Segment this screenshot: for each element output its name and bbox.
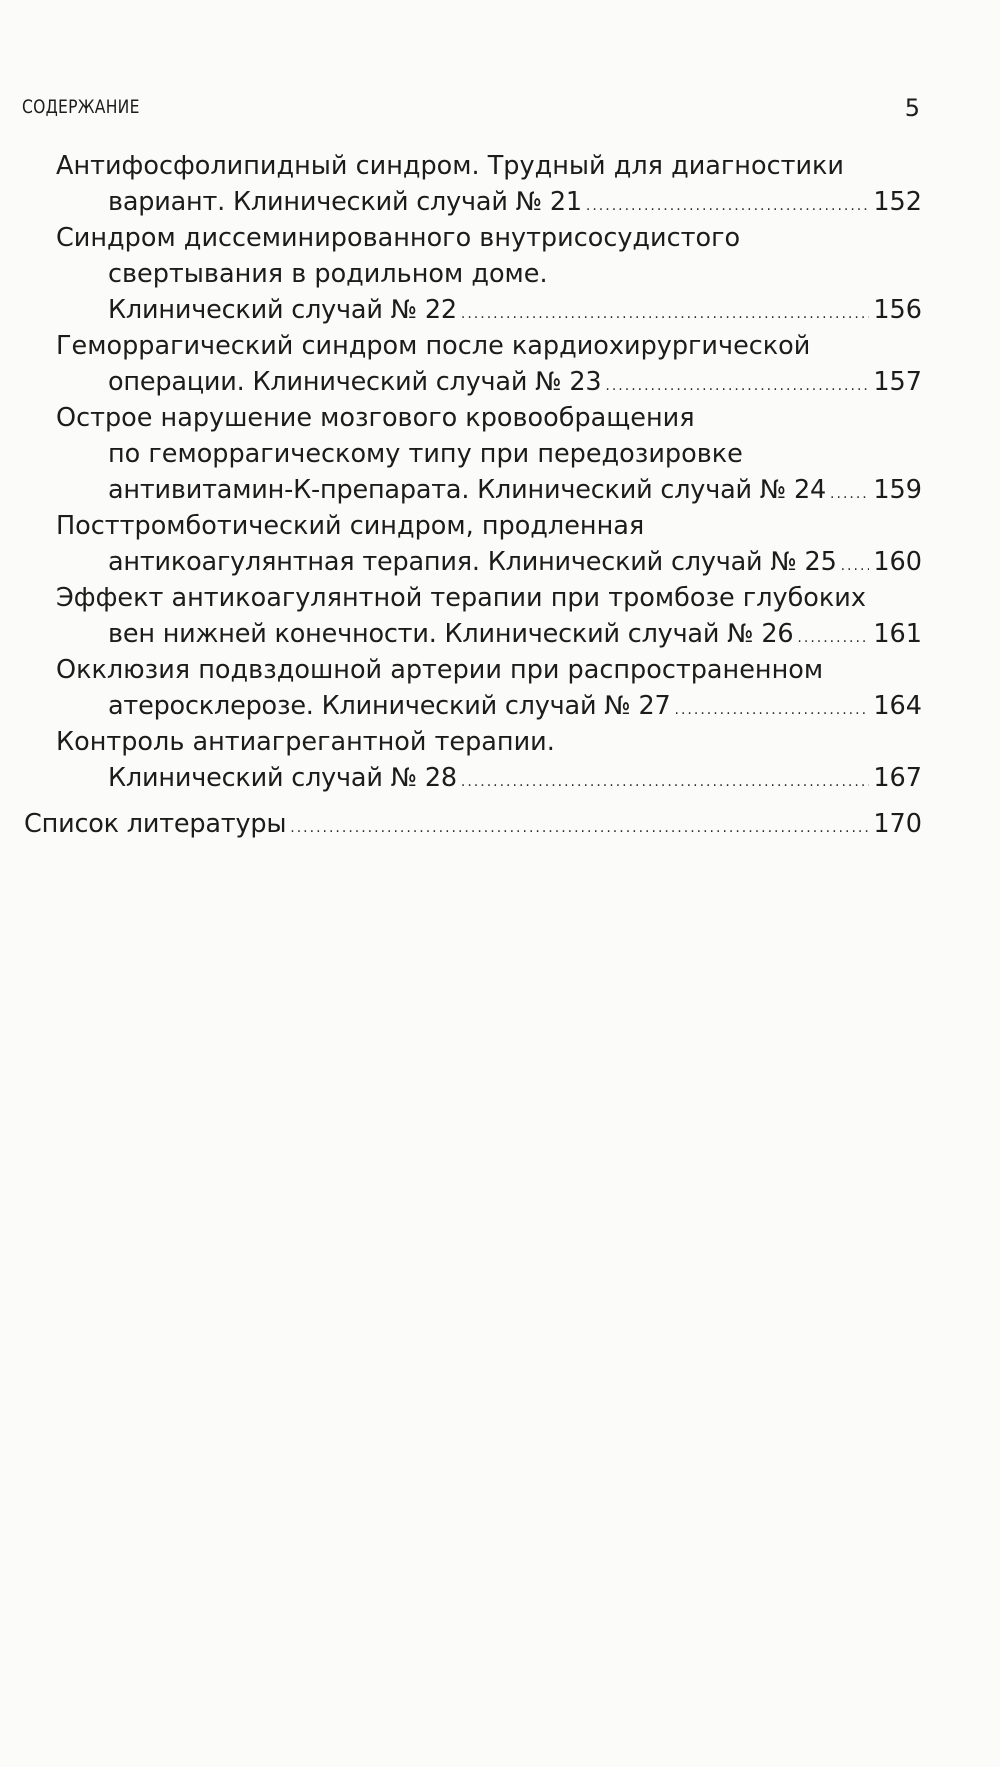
dot-leader [605, 368, 869, 404]
dot-leader [675, 692, 870, 728]
toc-entry-case-22 [0, 220, 1000, 328]
toc-entry-text: антикоагулянтная терапия. Клинический случай № 25 [108, 547, 837, 577]
page-number: 5 [904, 94, 920, 122]
toc-entry-text: Клинический случай № 28 [108, 763, 457, 793]
toc-entry-line: Окклюзия подвздошной артерии при распространенном [56, 655, 824, 685]
toc-entry-last-line [0, 806, 922, 842]
toc-entry-line: свертывания в родильном доме. [108, 259, 548, 289]
toc-entry-text: вен нижней конечности. Клинический случай № 26 [108, 619, 794, 649]
toc-entry-case-27 [0, 652, 1000, 724]
toc-page-number: 170 [873, 809, 922, 839]
toc-entry-case-28 [0, 724, 1000, 796]
toc-page-number: 167 [873, 763, 922, 793]
toc-entry-text: операции. Клинический случай № 23 [108, 367, 602, 397]
toc-page-number: 161 [873, 619, 922, 649]
toc-page-number: 152 [873, 187, 922, 217]
toc-page-number: 160 [873, 547, 922, 577]
toc-entry-last-line [0, 616, 922, 652]
toc-entry-case-23 [0, 328, 1000, 400]
toc-entry-text: атеросклерозе. Клинический случай № 27 [108, 691, 671, 721]
running-header [22, 94, 920, 124]
dot-leader [797, 620, 869, 656]
toc-entry-line: Геморрагический синдром после кардиохирургической [56, 331, 811, 361]
dot-leader [290, 810, 869, 846]
dot-leader [830, 476, 869, 512]
toc-entry-last-line [0, 292, 922, 328]
toc-page-number: 164 [873, 691, 922, 721]
toc-entry-case-26 [0, 580, 1000, 652]
toc-entry-line: Посттромботический синдром, продленная [56, 511, 645, 541]
toc-entry-case-25 [0, 508, 1000, 580]
toc-entry-last-line [0, 472, 922, 508]
toc-entry-text: Список литературы [24, 809, 287, 839]
toc-entry-last-line [0, 364, 922, 400]
dot-leader [461, 296, 869, 332]
toc-entry-text: антивитамин-К-препарата. Клинический случай № 24 [108, 475, 827, 505]
toc-entry-line: Острое нарушение мозгового кровообращения [56, 403, 695, 433]
toc-entry-last-line [0, 184, 922, 220]
toc-page-number: 159 [873, 475, 922, 505]
toc-entry-last-line [0, 760, 922, 796]
table-of-contents [0, 148, 1000, 842]
toc-entry-text: вариант. Клинический случай № 21 [108, 187, 582, 217]
toc-entry-line: Эффект антикоагулянтной терапии при тромбозе глубоких [56, 583, 866, 613]
toc-entry-last-line [0, 688, 922, 724]
toc-entry-last-line [0, 544, 922, 580]
toc-entry-line: Антифосфолипидный синдром. Трудный для диагностики [56, 151, 844, 181]
toc-entry-text: Клинический случай № 22 [108, 295, 457, 325]
dot-leader [461, 764, 869, 800]
running-title: СОДЕРЖАНИЕ [22, 96, 140, 118]
dot-leader [841, 548, 870, 584]
toc-entry-case-24 [0, 400, 1000, 508]
toc-entry-line: Контроль антиагрегантной терапии. [56, 727, 555, 757]
toc-entry-references [0, 806, 1000, 842]
toc-entry-line: Синдром диссеминированного внутрисосудистого [56, 223, 741, 253]
dot-leader [586, 188, 869, 224]
toc-entry-case-21 [0, 148, 1000, 220]
toc-entry-line: по геморрагическому типу при передозировке [108, 439, 743, 469]
toc-page-number: 157 [873, 367, 922, 397]
toc-page-number: 156 [873, 295, 922, 325]
